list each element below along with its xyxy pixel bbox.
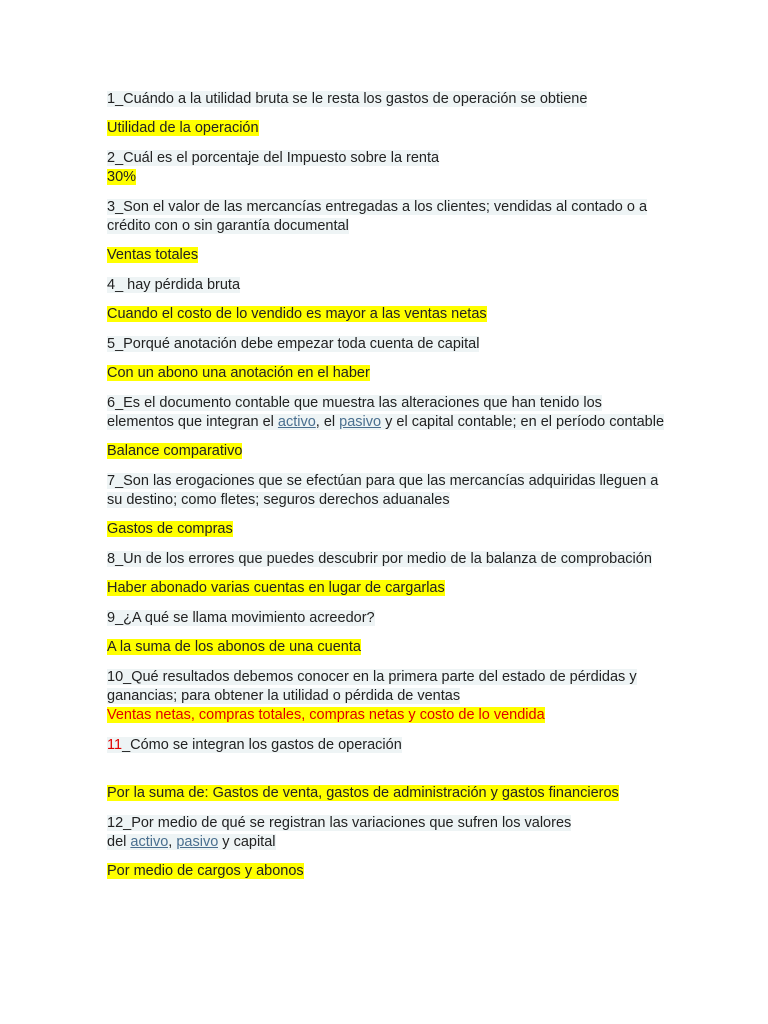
answer-8: Haber abonado varias cuentas en lugar de cargarlas [107, 580, 445, 596]
link-activo[interactable]: activo [130, 834, 169, 850]
question-5: 5_Porqué anotación debe empezar toda cuenta de capital [107, 336, 480, 352]
question-7: 7_Son las erogaciones que se efectúan para que las mercancías adquiridas lleguen a su destino; como fletes; seguros derechos aduanales [107, 473, 659, 508]
answer-6: Balance comparativo [107, 443, 243, 459]
answer-4: Cuando el costo de lo vendido es mayor a las ventas netas [107, 306, 487, 322]
answer-5: Con un abono una anotación en el haber [107, 365, 370, 381]
answer-1: Utilidad de la operación [107, 120, 259, 136]
question-12: 12_Por medio de qué se registran las variaciones que sufren los valores del activo, pasivo y capital [107, 815, 572, 850]
answer-12: Por medio de cargos y abonos [107, 863, 304, 879]
question-1: 1_Cuándo a la utilidad bruta se le resta los gastos de operación se obtiene [107, 91, 588, 107]
question-10: 10_Qué resultados debemos conocer en la primera parte del estado de pérdidas y ganancias; para obtener la utilidad o pérdida de ventas [107, 669, 637, 704]
question-2: 2_Cuál es el porcentaje del Impuesto sobre la renta [107, 150, 440, 166]
answer-11: Por la suma de: Gastos de venta, gastos de administración y gastos financieros [107, 785, 619, 801]
question-4: 4_ hay pérdida bruta [107, 277, 241, 293]
question-11: 11_Cómo se integran los gastos de operación [107, 737, 402, 753]
link-pasivo[interactable]: pasivo [339, 414, 382, 430]
answer-2: 30% [107, 169, 137, 185]
answer-9: A la suma de los abonos de una cuenta [107, 639, 361, 655]
link-activo[interactable]: activo [277, 414, 316, 430]
answer-7: Gastos de compras [107, 521, 233, 537]
question-3: 3_Son el valor de las mercancías entregadas a los clientes; vendidas al contado o a crédito con o sin garantía documental [107, 199, 648, 234]
document-body [107, 90, 707, 881]
link-pasivo[interactable]: pasivo [176, 834, 219, 850]
answer-3: Ventas totales [107, 247, 199, 263]
question-9: 9_¿A qué se llama movimiento acreedor? [107, 610, 375, 626]
question-8: 8_Un de los errores que puedes descubrir por medio de la balanza de comprobación [107, 551, 652, 567]
question-6: 6_Es el documento contable que muestra las alteraciones que han tenido los elementos que integran el activo, el pasivo y el capital contable; en el período contable [107, 395, 665, 430]
answer-10: Ventas netas, compras totales, compras netas y costo de lo vendida [107, 707, 545, 723]
